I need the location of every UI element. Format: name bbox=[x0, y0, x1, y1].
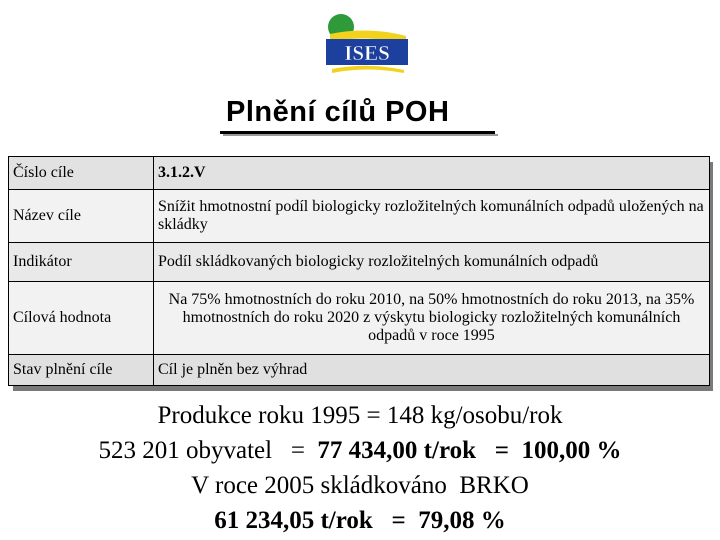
summary-line-production: Produkce roku 1995 = 148 kg/osobu/rok bbox=[157, 402, 563, 429]
row-label-goal-name: Název cíle bbox=[9, 190, 154, 243]
page-title: Plnění cílů POH bbox=[226, 96, 450, 128]
row-value-goal-number: 3.1.2.V bbox=[154, 157, 710, 190]
row-label-goal-number: Číslo cíle bbox=[9, 157, 154, 190]
table-row bbox=[9, 190, 710, 243]
summary-population-text: 523 201 obyvatel = bbox=[98, 437, 318, 464]
summary-line-landfilled: V roce 2005 skládkováno BRKO bbox=[191, 472, 529, 499]
logo-yellow-base bbox=[332, 66, 404, 73]
summary-block bbox=[0, 398, 720, 538]
summary-population-total: 77 434,00 t/rok = 100,00 % bbox=[317, 437, 622, 464]
table-row bbox=[9, 157, 710, 190]
row-value-goal-name: Snížit hmotnostní podíl biologicky rozložitelných komunálních odpadů uložených na skládky bbox=[154, 190, 710, 243]
logo-text: ISES bbox=[344, 41, 390, 65]
table-row bbox=[9, 355, 710, 386]
row-value-status: Cíl je plněn bez výhrad bbox=[154, 355, 710, 386]
row-label-indicator: Indikátor bbox=[9, 243, 154, 282]
goal-table bbox=[8, 156, 710, 386]
summary-line-landfilled-total: 61 234,05 t/rok = 79,08 % bbox=[214, 507, 506, 534]
summary-line-population bbox=[0, 433, 720, 468]
title-underline bbox=[220, 131, 495, 135]
row-label-status: Stav plnění cíle bbox=[9, 355, 154, 386]
row-value-target-value: Na 75% hmotnostních do roku 2010, na 50% hmotnostních do roku 2013, na 35% hmotnostních do roku 2020 z výskytu biologicky rozložitelných komunálních odpadů v roce 1995 bbox=[154, 282, 710, 355]
ises-logo bbox=[322, 12, 412, 74]
table-row bbox=[9, 243, 710, 282]
row-label-target-value: Cílová hodnota bbox=[9, 282, 154, 355]
table-row bbox=[9, 282, 710, 355]
row-value-indicator: Podíl skládkovaných biologicky rozložitelných komunálních odpadů bbox=[154, 243, 710, 282]
